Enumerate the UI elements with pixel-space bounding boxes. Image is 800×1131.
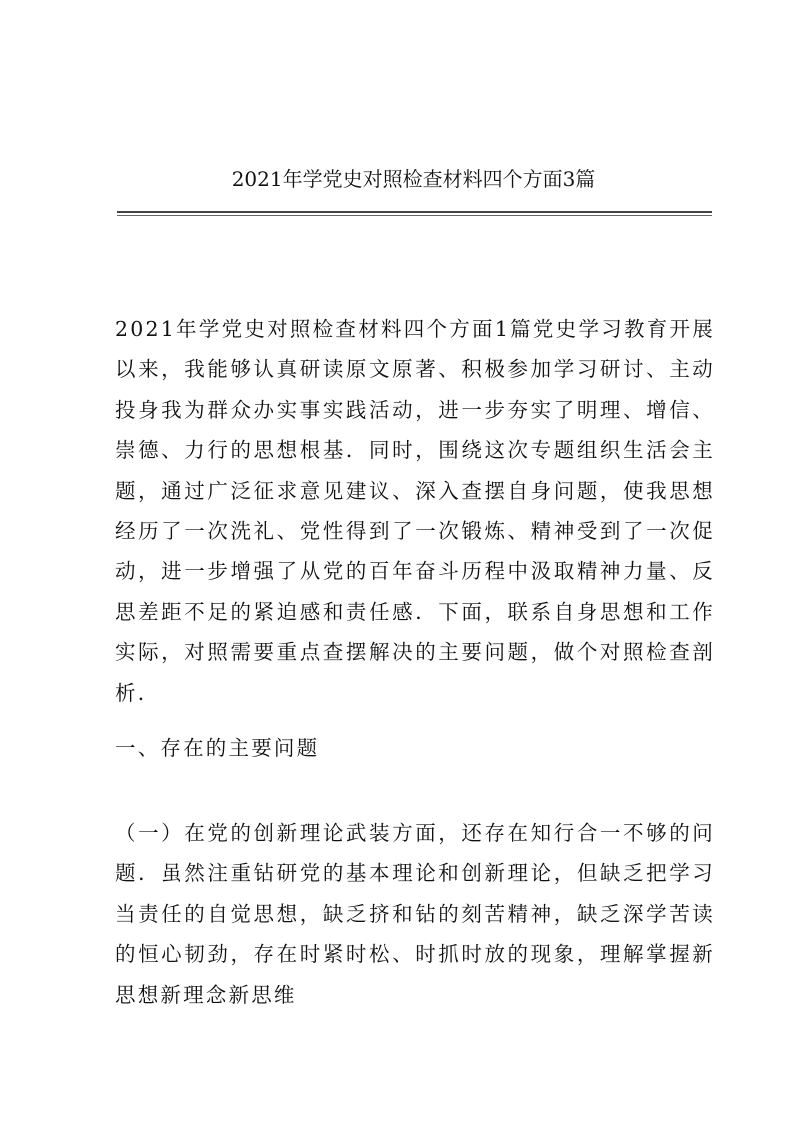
title-divider-thin xyxy=(117,215,712,216)
intro-paragraph: 2021年学党史对照检查材料四个方面1篇党史学习教育开展以来，我能够认真研读原文原著、积极参加学习研讨、主动投身我为群众办实事实践活动，进一步夯实了明理、增信、崇德、力行的思想根基．同时，围绕这次专题组织生活会主题，通过广泛征求意见建议、深入查摆自身问题，使我思想经历了一次洗礼、党性得到了一次锻炼、精神受到了一次促动，进一步增强了从党的百年奋斗历程中汲取精神力量、反思差距不足的紧迫感和责任感．下面，联系自身思想和工作实际，对照需要重点查摆解决的主要问题，做个对照检查剖析． xyxy=(115,317,715,705)
title-divider xyxy=(117,211,712,213)
section-paragraph: （一）在党的创新理论武装方面，还存在知行合一不够的问题．虽然注重钻研党的基本理论和创新理论，但缺乏把学习当责任的自觉思想，缺乏挤和钻的刻苦精神，缺乏深学苦读的恒心韧劲，存在时紧时松、时抓时放的现象，理解掌握新思想新理念新思维 xyxy=(115,821,715,1007)
section-heading: 一、存在的主要问题 xyxy=(115,736,320,760)
document-title: 2021年学党史对照检查材料四个方面3篇 xyxy=(231,167,596,191)
